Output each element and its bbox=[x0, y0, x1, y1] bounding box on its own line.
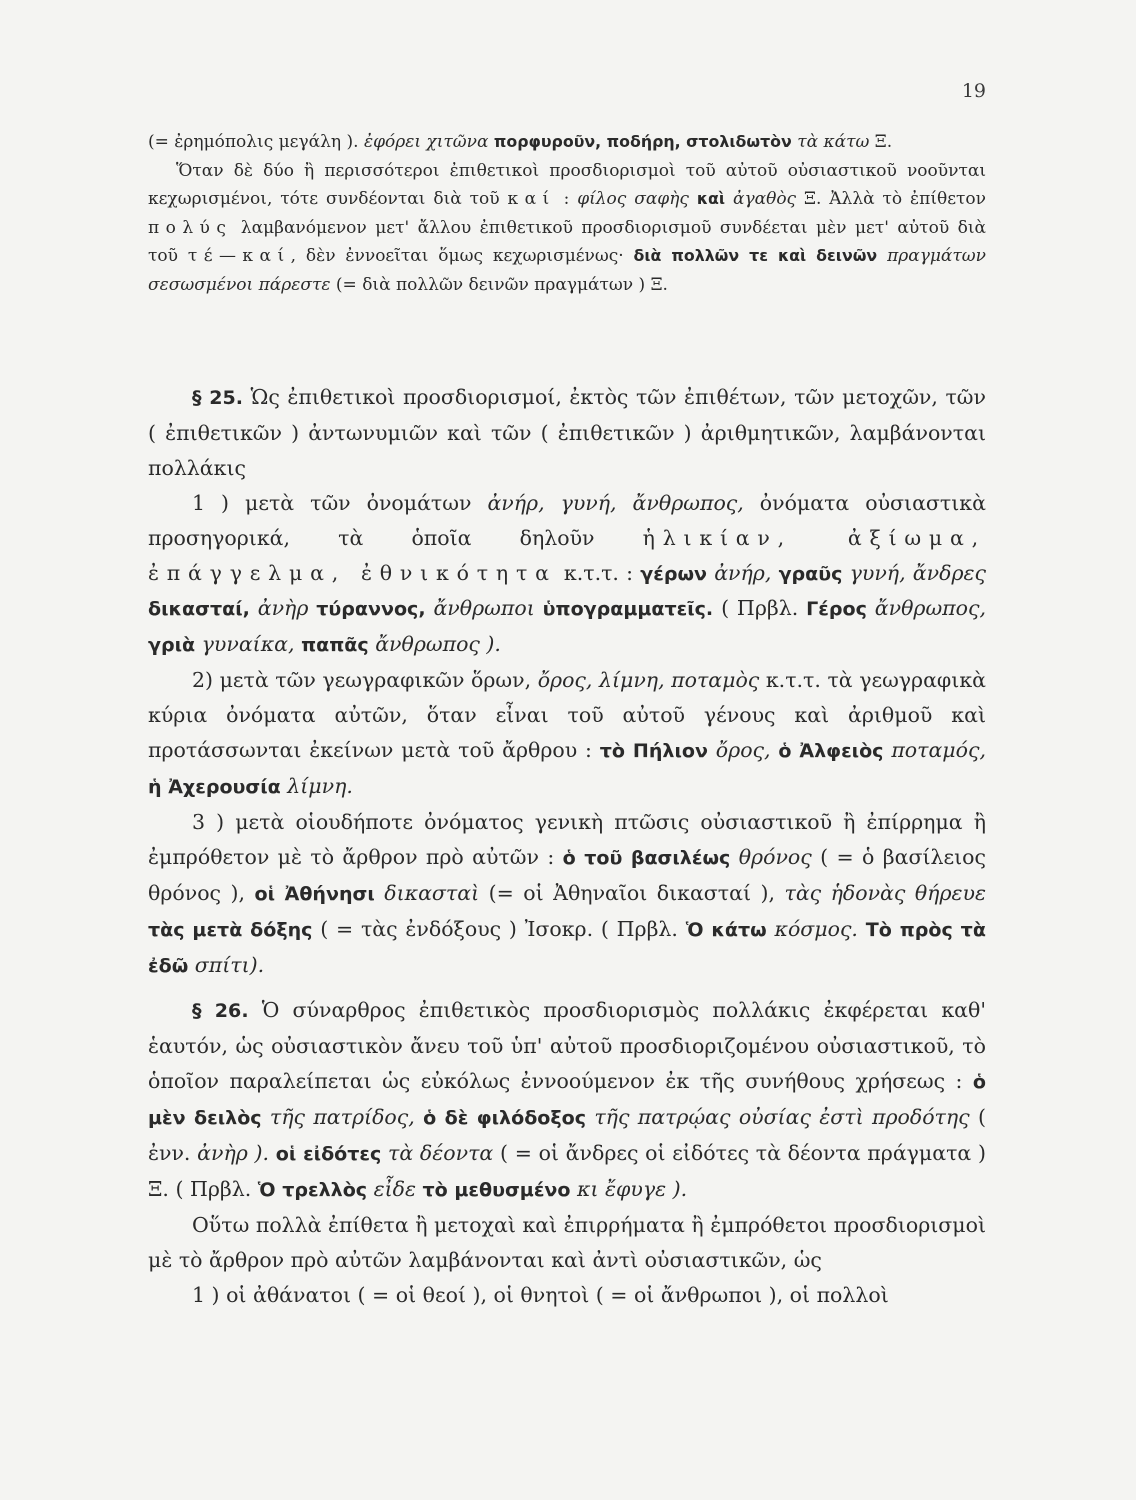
section-26-intro bbox=[148, 993, 986, 1207]
italic-run: ὄρος, bbox=[715, 738, 771, 763]
italic-run: φίλος σαφὴς bbox=[577, 189, 689, 209]
paragraph-separate-attributes bbox=[148, 157, 986, 300]
italic-run: εἶδε bbox=[373, 1176, 416, 1201]
bold-run: διὰ πολλῶν τε καὶ δεινῶν bbox=[633, 246, 878, 265]
section-number: § 26. bbox=[192, 1000, 249, 1023]
bold-run: Τὸ πρὸς τὰ ἐδῶ bbox=[148, 918, 986, 977]
italic-run: λίμνη. bbox=[287, 773, 353, 798]
bold-run: ἡ Ἀχερουσία bbox=[148, 775, 281, 798]
text-run: , δὲν ἐννοεῖται ὅμως κεχωρισμένως· bbox=[290, 246, 624, 266]
small-print-block bbox=[148, 128, 986, 299]
paragraph-example-continuation bbox=[148, 128, 986, 157]
bold-run: τύραννος, bbox=[316, 598, 426, 621]
section-26-substantives bbox=[148, 1208, 986, 1278]
text-run: (= διὰ πολλῶν δεινῶν πραγμάτων ) Ξ. bbox=[335, 274, 668, 295]
italic-run: τὰ δέοντα bbox=[388, 1141, 494, 1166]
section-25-intro bbox=[148, 380, 986, 486]
italic-run: ποταμός, bbox=[891, 738, 986, 763]
text-run: Ὡς ἐπιθετικοὶ προσδιορισμοί, ἐκτὸς τῶν ἐπιθέτων, τῶν μετοχῶν, τῶν ( ἐπιθετικῶν ) ἀντωνυμιῶν καὶ τῶν ( ἐπιθετικῶν ) ἀριθμητικῶν, λαμβάνονται πολλάκις bbox=[148, 385, 986, 480]
spaced-run: καί bbox=[507, 189, 556, 209]
text-run: 1 ) οἱ ἀθάνατοι ( = οἱ θεοί ), οἱ θνητοὶ ( = οἱ ἄνθρωποι ), οἱ πολλοὶ bbox=[192, 1282, 889, 1307]
text-run: Οὕτω πολλὰ ἐπίθετα ἢ μετοχαὶ καὶ ἐπιρρήματα ἢ ἐμπρόθετοι προσδιορισμοὶ μὲ τὸ ἄρθρον πρὸ αὐτῶν λαμβάνονται καὶ ἀντὶ οὐσιαστικῶν, ὡς bbox=[148, 1212, 986, 1272]
text-run: ( = ὁ βασίλειος θρόνος ), bbox=[148, 844, 986, 905]
text-run: κ.τ.τ. : bbox=[563, 560, 634, 585]
italic-run: τὰς ἡδονὰς θήρευε bbox=[784, 880, 986, 905]
text-run: Ὁ σύναρθρος ἐπιθετικὸς προσδιορισμὸς πολλάκις ἐκφέρεται καθ' ἑαυτόν, ὡς οὐσιαστικὸν ἄνευ τοῦ ὑπ' αὐτοῦ προσδιοριζομένου οὐσιαστικοῦ, τὸ ὁποῖον παραλείπεται ὡς εὐκόλως ἐννοούμενον ἐκ τῆς συνήθους χρήσεως : bbox=[148, 998, 986, 1094]
text-run: ( Πρβλ. bbox=[721, 596, 799, 621]
italic-run: ἀνὴρ bbox=[257, 596, 309, 621]
italic-run: ἄνθρωπος, bbox=[874, 596, 986, 621]
text-run: (= ἐρημόπολις μεγάλη ). bbox=[148, 132, 359, 152]
bold-run: γριὰ bbox=[148, 634, 196, 657]
spaced-run: ἡλικίαν, ἀξίωμα, ἐπάγγελμα, ἐθνικότητα bbox=[148, 525, 986, 585]
bold-run: Γέρος bbox=[806, 598, 867, 621]
bold-run: γέρων bbox=[640, 562, 707, 585]
bold-run: τὸ Πήλιον bbox=[599, 740, 708, 763]
bold-run: οἱ Ἀθήνησι bbox=[254, 882, 375, 905]
text-run: λαμβανόμενον μετ' ἄλλου ἐπιθετικοῦ προσδιορισμοῦ συνδέεται μὲν μετ' αὐτοῦ διὰ τοῦ bbox=[148, 217, 986, 266]
bold-run: καὶ bbox=[696, 189, 726, 208]
italic-run: ἀνήρ, γυνή, ἄνθρωπος, bbox=[487, 490, 744, 515]
text-run: ( = οἱ ἄνδρες οἱ εἰδότες τὰ δέοντα πράγματα ) Ξ. ( Πρβλ. bbox=[148, 1141, 986, 1201]
text-run: 3 ) μετὰ οἱουδήποτε ὀνόματος γενικὴ πτῶσις οὐσιαστικοῦ ἢ ἐπίρρημα ἢ ἐμπρόθετον μὲ τὸ ἄρθρον πρὸ αὐτῶν : bbox=[148, 809, 986, 869]
text-run: (= οἱ Ἀθηναῖοι δικασταί ), bbox=[488, 880, 775, 905]
italic-run: τῆς πατρῴας οὐσίας ἐστὶ προδότης bbox=[594, 1105, 970, 1130]
page-number: 19 bbox=[961, 80, 986, 102]
text-run: ( ἐνν. bbox=[148, 1105, 986, 1166]
text-run: κ.τ.τ. τὰ γεωγραφικὰ κύρια ὀνόματα αὐτῶν, ὅταν εἶναι τοῦ αὐτοῦ γένους καὶ ἀριθμοῦ καὶ προτάσσωνται ἐκείνων μετὰ τοῦ ἄρθρου : bbox=[148, 668, 986, 763]
bold-run: Ὁ κάτω bbox=[685, 918, 767, 941]
bold-run: τὰς μετὰ δόξης bbox=[148, 918, 313, 941]
italic-run: ὄρος, λίμνη, ποταμὸς bbox=[537, 668, 760, 693]
bold-run: τὸ μεθυσμένο bbox=[422, 1178, 571, 1201]
text-run: : bbox=[563, 189, 570, 209]
italic-run: δικασταὶ bbox=[384, 880, 480, 905]
italic-run: ἄνθρωποι bbox=[433, 596, 535, 621]
italic-run: πραγμάτων σεσωσμένοι πάρεστε bbox=[148, 246, 986, 295]
bold-run: ὑπογραμματεῖς. bbox=[542, 598, 714, 621]
spaced-run: τέ—καί bbox=[187, 246, 291, 266]
italic-run: γυνή, ἄνδρες bbox=[849, 560, 986, 585]
italic-run: ἀγαθὸς bbox=[732, 189, 797, 209]
section-25-item-2 bbox=[148, 663, 986, 805]
bold-run: ὁ μὲν δειλὸς bbox=[148, 1071, 986, 1130]
italic-run: ἄνθρωπος ). bbox=[375, 632, 501, 657]
text-run: ( = τὰς ἐνδόξους ) Ἰσοκρ. ( Πρβλ. bbox=[320, 916, 678, 941]
bold-run: δικασταί, bbox=[148, 598, 250, 621]
bold-run: πορφυροῦν, ποδήρη, στολιδωτὸν bbox=[493, 132, 792, 151]
spaced-run: πολύς bbox=[148, 217, 233, 238]
italic-run: κι ἔφυγε ). bbox=[577, 1176, 688, 1201]
italic-run: ἀνήρ, bbox=[714, 560, 772, 585]
section-number: § 25. bbox=[192, 387, 243, 409]
main-text-block bbox=[148, 380, 986, 1313]
text-run: ὀνόματα οὐσιαστικὰ προσηγορικά, τὰ ὁποῖα δηλοῦν bbox=[148, 490, 986, 550]
bold-run: Ὁ τρελλὸς bbox=[257, 1178, 368, 1201]
text-run: Ξ. Ἀλλὰ τὸ ἐπίθετον bbox=[804, 189, 986, 209]
bold-run: ὁ τοῦ βασιλέως bbox=[562, 846, 731, 869]
text-run: 2) μετὰ τῶν γεωγραφικῶν ὅρων, bbox=[192, 668, 532, 693]
bold-run: οἱ εἰδότες bbox=[275, 1143, 382, 1166]
text-run: 1 ) μετὰ τῶν ὀνομάτων bbox=[192, 490, 472, 515]
italic-run: ἐφόρει χιτῶνα bbox=[363, 132, 489, 152]
text-run: Ξ. bbox=[874, 132, 893, 152]
italic-run: θρόνος bbox=[738, 844, 812, 869]
italic-run: τῆς πατρίδος, bbox=[269, 1105, 415, 1130]
bold-run: ὁ Ἀλφειὸς bbox=[778, 740, 884, 763]
bold-run: ὁ δὲ φιλόδοξος bbox=[423, 1107, 586, 1130]
section-25-item-3 bbox=[148, 805, 986, 984]
italic-run: κόσμος. bbox=[774, 916, 858, 941]
bold-run: παπᾶς bbox=[301, 634, 369, 657]
text-run: Ὅταν δὲ δύο ἢ περισσότεροι ἐπιθετικοὶ προσδιορισμοὶ τοῦ αὐτοῦ οὐσιαστικοῦ νοοῦνται κεχωρισμένοι, τότε συνδέονται διὰ τοῦ bbox=[148, 160, 986, 209]
italic-run: τὰ κάτω bbox=[797, 132, 870, 152]
italic-run: γυναίκα, bbox=[201, 632, 295, 657]
section-25-item-1 bbox=[148, 486, 986, 664]
section-26-item-1 bbox=[148, 1278, 986, 1313]
bold-run: γραῦς bbox=[778, 562, 843, 585]
italic-run: ἀνὴρ ). bbox=[197, 1141, 270, 1166]
italic-run: σπίτι). bbox=[194, 952, 265, 977]
